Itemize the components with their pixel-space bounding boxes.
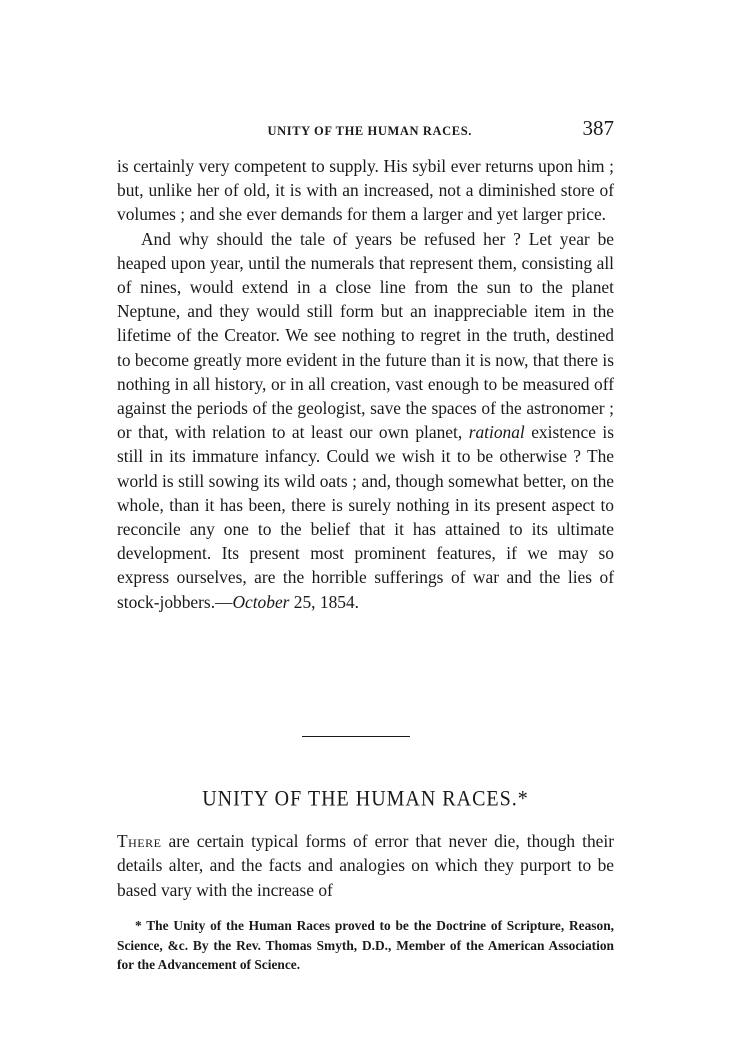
footnote: [117, 916, 614, 975]
footnote-text: * The Unity of the Human Races proved to be the Doctrine of Scripture, Reason, Science, &c. By the Rev. Thomas Smyth, D.D., Member of the American Association for the Advancement of Science.: [117, 918, 614, 972]
page-number: 387: [582, 116, 614, 140]
section-paragraph: [117, 829, 614, 902]
section-opening: [117, 829, 614, 902]
paragraph-text-part1: And why should the tale of years be refused her ? Let year be heaped upon year, until the numerals that represent them, consisting all of nines, would extend in a close line from the sun to the planet Neptune, and they would still form but an inappreciable item in the lifetime of the Creator. We see nothing to regret in the truth, destined to become greatly more evident in the future than it is now, that there is nothing in all history, or in all creation, vast enough to be measured off against the periods of the geologist, save the spaces of the astronomer ; or that, with relation to at least our own planet,: [117, 228, 614, 443]
section-title: UNITY OF THE HUMAN RACES.*: [202, 786, 529, 812]
date-rest: 25, 1854.: [289, 591, 359, 612]
paragraph-text-part2: existence is still in its immature infancy. Could we wish it to be otherwise ? The world is still sowing its wild oats ; and, though somewhat better, on the whole, than it has been, there is surely nothing in its present aspect to reconcile any one to the belief that it has attained to its ultimate development. Its present most prominent features, if we may so express ourselves, are the horrible sufferings of war and the lies of stock-jobbers.—: [117, 422, 614, 612]
section-divider: [302, 736, 410, 737]
body-text: [117, 154, 614, 614]
date-month: October: [232, 591, 290, 612]
paragraph-continued: is certainly very competent to supply. His sybil ever returns upon him ; but, unlike her of old, it is with an increased, not a diminished store of volumes ; and she ever demands for them a larger and yet larger price.: [117, 156, 614, 225]
section-paragraph-text: are certain typical forms of error that never die, though their details alter, and the facts and analogies on which they purport to be based vary with the increase of: [117, 831, 614, 900]
paragraph-tale-of-years: [117, 227, 614, 614]
italic-word-rational: rational: [468, 422, 525, 443]
running-title: UNITY OF THE HUMAN RACES.: [267, 124, 472, 138]
lead-word: There: [117, 831, 162, 851]
running-head: [117, 116, 614, 141]
